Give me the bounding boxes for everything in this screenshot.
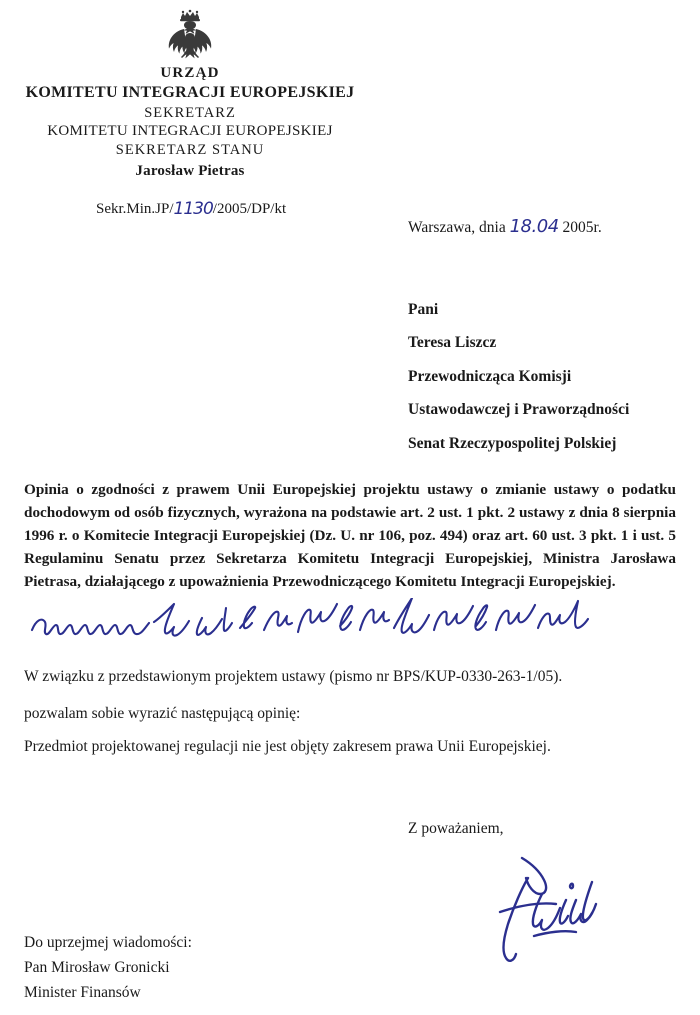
letterhead bbox=[0, 64, 380, 181]
body-paragraph-1 bbox=[24, 665, 676, 726]
polish-eagle-emblem bbox=[159, 8, 221, 69]
cc-title: Do uprzejmej wiadomości: bbox=[24, 934, 192, 951]
body-line-2: pozwalam sobie wyrazić następującą opinię: bbox=[24, 705, 301, 723]
body-paragraph-2: Przedmiot projektowanej regulacji nie jest objęty zakresem prawa Unii Europejskiej. bbox=[24, 738, 551, 755]
reference-prefix: Sekr.Min.JP/ bbox=[96, 201, 174, 217]
reference-suffix: /2005/DP/kt bbox=[212, 201, 287, 217]
year-label: 2005r. bbox=[562, 219, 602, 236]
place-and-date bbox=[408, 216, 602, 237]
reference-handwritten-number: 1130 bbox=[173, 199, 213, 219]
addressee-line: Pani bbox=[408, 301, 439, 318]
addressee-block bbox=[408, 293, 629, 460]
letterhead-signer-name: Jarosław Pietras bbox=[135, 162, 245, 179]
handwritten-salutation bbox=[26, 598, 606, 649]
body-line-1: W związku z przedstawionym projektem ustawy (pismo nr BPS/KUP-0330-263-1/05). bbox=[24, 668, 563, 685]
addressee-line: Przewodnicząca Komisji bbox=[408, 367, 572, 385]
addressee-line: Senat Rzeczypospolitej Polskiej bbox=[408, 434, 617, 452]
addressee-line: Teresa Liszcz bbox=[408, 334, 497, 352]
place-label: Warszawa, dnia bbox=[408, 219, 506, 236]
letterhead-line-5: SEKRETARZ STANU bbox=[115, 142, 265, 159]
reference-number bbox=[96, 198, 286, 218]
handwritten-signature bbox=[470, 848, 610, 973]
closing-line: Z poważaniem, bbox=[408, 820, 504, 837]
letterhead-line-2: KOMITETU INTEGRACJI EUROPEJSKIEJ bbox=[25, 84, 355, 102]
letterhead-line-1: URZĄD bbox=[160, 65, 220, 81]
cc-block bbox=[24, 930, 192, 1005]
cc-line-2: Minister Finansów bbox=[24, 984, 141, 1002]
emblem-container bbox=[0, 8, 380, 69]
letterhead-line-3: SEKRETARZ bbox=[144, 104, 236, 121]
letterhead-line-4: KOMITETU INTEGRACJI EUROPEJSKIEJ bbox=[47, 123, 333, 140]
addressee-line: Ustawodawczej i Praworządności bbox=[408, 401, 630, 419]
subject-paragraph: Opinia o zgodności z prawem Unii Europejskiej projektu ustawy o zmianie ustawy o podatku dochodowym od osób fizycznych, wyrażona na podstawie art. 2 ust. 1 pkt. 2 ustawy z dnia 8 sierpnia 1996 r. o Komitecie Integracji Europejskiej (Dz. U. nr 106, poz. 494) oraz art. 60 ust. 3 pkt. 1 i ust. 5 Regulaminu Senatu przez Sekretarza Komitetu Integracji Europejskiej, Ministra Jarosława Pietrasa, działającego z upoważnienia Przewodniczącego Komitetu Integracji Europejskiej. bbox=[24, 481, 676, 591]
cc-line-1: Pan Mirosław Gronicki bbox=[24, 959, 170, 977]
date-handwritten: 18.04 bbox=[509, 216, 559, 237]
